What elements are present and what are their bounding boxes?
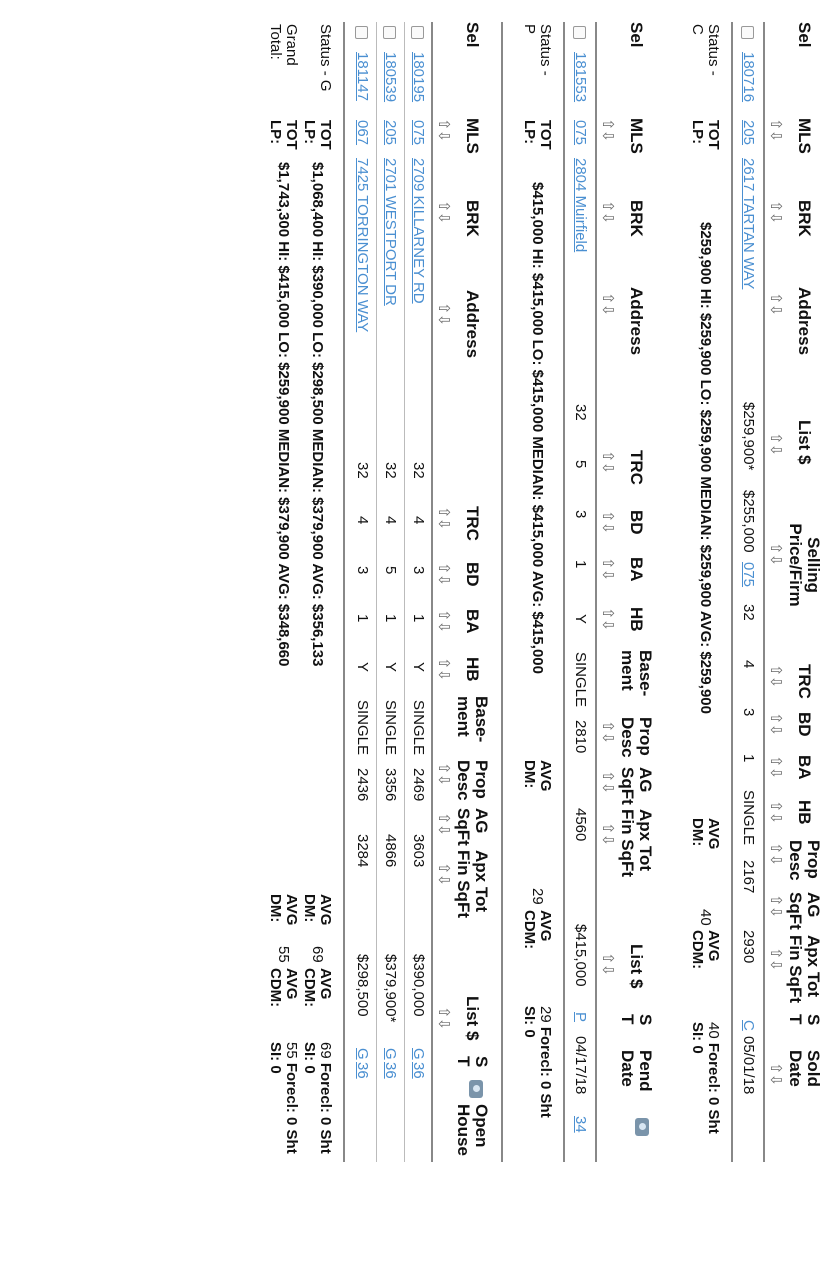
row-divider [731, 22, 733, 1162]
dm-value: 69 [309, 946, 326, 963]
section-divider [501, 22, 503, 1162]
sort-arrows-icon[interactable]: ⇧⇩ [767, 894, 784, 918]
summary-avg-dm [301, 894, 333, 925]
header-t-line2: T [454, 1056, 473, 1067]
sort-arrows-icon[interactable]: ⇧⇩ [599, 118, 616, 142]
header-apx-line2: Fin SqFt [786, 935, 805, 1003]
address-link[interactable]: 2804 Muirfield [572, 158, 589, 253]
grand-avg-cdm-line1: AVG [283, 968, 300, 1000]
header-selling-price[interactable] [786, 510, 822, 620]
bd-value: 5 [572, 460, 589, 469]
header-list-price[interactable]: List $ [463, 996, 482, 1041]
header-base-line2: ment [618, 650, 637, 691]
summary-avg-dm [521, 760, 553, 791]
hb-value: 1 [410, 614, 427, 623]
avg-dm-line1: AVG [705, 818, 722, 850]
mls-link[interactable]: 180195 [410, 52, 427, 103]
status-label-line2: P [521, 24, 538, 35]
status-link[interactable]: G [410, 1048, 427, 1060]
header-address[interactable]: Address [795, 287, 814, 356]
summary-avg-dm [689, 818, 721, 849]
grand-stats: $1,743,300 HI: $415,000 LO: $259,900 MEDIAN: $379,900 AVG: $348,660 [275, 162, 292, 667]
row-divider [404, 22, 405, 1162]
status-label-line2: C [689, 24, 706, 35]
summary-forecl [521, 1006, 553, 1118]
address-link[interactable]: 7425 TORRINGTON WAY [354, 158, 371, 333]
checkbox-icon[interactable] [741, 26, 754, 39]
ag-sqft: 2167 [740, 860, 757, 894]
hb-value: 1 [740, 754, 757, 763]
basement-value: Y [382, 662, 399, 673]
dom-link[interactable]: 34 [572, 1116, 589, 1133]
summary-stats: $415,000 HI: $415,000 LO: $415,000 MEDIAN: $415,000 AVG: $415,000 [529, 182, 546, 674]
tot-label-line2: LP: [301, 120, 318, 145]
header-hb[interactable]: HB [627, 607, 646, 632]
sort-arrows-icon[interactable]: ⇧⇩ [599, 200, 616, 224]
header-trc[interactable]: TRC [463, 506, 482, 541]
sort-arrows-icon[interactable]: ⇧⇩ [435, 609, 452, 633]
header-apx-tot[interactable] [454, 850, 490, 918]
header-mls[interactable]: MLS [463, 118, 482, 154]
sold-date: 05/01/18 [740, 1036, 757, 1095]
header-mls[interactable]: MLS [627, 118, 646, 154]
checkbox-icon[interactable] [573, 26, 586, 39]
list-price: $415,000 [572, 924, 589, 987]
sort-arrows-icon[interactable]: ⇧⇩ [767, 664, 784, 688]
grand-label-line2: Total: [267, 24, 284, 60]
header-sel: Sel [627, 22, 646, 48]
header-ag-line2: SqFt [454, 808, 473, 846]
avg-cdm-line1: AVG [537, 910, 554, 942]
trc-value: 32 [354, 462, 371, 479]
header-prop-line1: Prop [472, 760, 491, 799]
status-link[interactable]: C [740, 1020, 757, 1031]
address-link[interactable]: 2701 WESTPORT DR [382, 158, 399, 306]
header-prop-desc[interactable] [618, 717, 654, 758]
header-st[interactable] [786, 1014, 822, 1025]
avg-dm-line1: AVG [317, 894, 334, 926]
header-ba[interactable]: BA [627, 557, 646, 582]
prop-desc: SINGLE [410, 700, 427, 756]
summary-avg-cdm [689, 930, 721, 969]
sort-arrows-icon[interactable]: ⇧⇩ [435, 506, 452, 530]
status-label [521, 24, 553, 76]
sort-arrows-icon[interactable]: ⇧⇩ [599, 720, 616, 744]
grand-tot-line1: TOT [283, 120, 300, 150]
firm-link[interactable]: 075 [740, 562, 757, 588]
selling-price: $255,000 [740, 490, 757, 553]
header-open-line1: Open [472, 1104, 491, 1148]
header-base-line1: Base- [472, 696, 491, 743]
grand-avg-cdm [267, 968, 299, 1007]
hb-value: 1 [354, 614, 371, 623]
sort-arrows-icon[interactable]: ⇧⇩ [767, 432, 784, 456]
sort-arrows-icon[interactable]: ⇧⇩ [767, 200, 784, 224]
sort-arrows-icon[interactable]: ⇧⇩ [767, 755, 784, 779]
apx-sqft: 4866 [382, 834, 399, 868]
grand-avg-dm [267, 894, 299, 925]
ba-value: 3 [410, 566, 427, 575]
grand-dm-value: 55 [275, 946, 292, 963]
header-s-line1: S [804, 1014, 823, 1026]
list-price: $390,000 [410, 954, 427, 1017]
status-label [689, 24, 721, 76]
header-ag-sqft[interactable] [618, 767, 654, 805]
pend-date: 04/17/18 [572, 1036, 589, 1095]
header-address[interactable]: Address [463, 290, 482, 359]
sort-arrows-icon[interactable]: ⇧⇩ [435, 302, 452, 326]
sort-arrows-icon[interactable]: ⇧⇩ [599, 510, 616, 534]
ba-value: 3 [572, 510, 589, 519]
header-t-line2: T [786, 1014, 805, 1025]
prop-desc: SINGLE [382, 700, 399, 756]
basement-value: Y [410, 662, 427, 673]
header-trc[interactable]: TRC [627, 450, 646, 485]
summary-forecl [689, 1022, 721, 1134]
header-list-price[interactable]: List $ [795, 420, 814, 465]
avg-cdm-line1: AVG [317, 968, 334, 1000]
trc-value: 32 [572, 404, 589, 421]
trc-value: 32 [410, 462, 427, 479]
summary-stats: $1,068,400 HI: $390,000 LO: $298,500 MEDIAN: $379,900 AVG: $356,133 [309, 162, 326, 667]
avg-cdm-line2: CDM: [301, 968, 318, 1008]
brk-link[interactable]: 075 [410, 120, 427, 146]
sort-arrows-icon[interactable]: ⇧⇩ [599, 450, 616, 474]
row-divider [563, 22, 565, 1162]
tot-label-line2: LP: [689, 120, 706, 145]
brk-link[interactable]: 067 [354, 120, 371, 146]
sort-arrows-icon[interactable]: ⇧⇩ [435, 200, 452, 224]
sort-arrows-icon[interactable]: ⇧⇩ [767, 947, 784, 971]
header-brk[interactable]: BRK [463, 200, 482, 237]
sort-arrows-icon[interactable]: ⇧⇩ [767, 1062, 784, 1086]
header-s-line1: S [472, 1056, 491, 1068]
header-prop-desc[interactable] [786, 840, 822, 881]
header-apx-line2: Fin SqFt [454, 850, 473, 918]
header-prop-line2: Desc [786, 840, 805, 881]
tot-label-line2: LP: [521, 120, 538, 145]
apx-sqft: 3284 [354, 834, 371, 868]
grand-avg-dm-line1: AVG [283, 894, 300, 926]
header-open-line2: House [454, 1104, 473, 1156]
basement-value: Y [572, 614, 589, 625]
header-brk[interactable]: BRK [627, 200, 646, 237]
forecl-label: Forecl: 0 Sht [705, 1042, 722, 1134]
dom-link[interactable]: 36 [354, 1062, 371, 1079]
header-sold-date[interactable] [786, 1050, 822, 1087]
forecl-count: 69 [317, 1042, 334, 1059]
header-ag-sqft[interactable] [786, 892, 822, 930]
header-ag-sqft[interactable] [454, 808, 490, 846]
sort-arrows-icon[interactable]: ⇧⇩ [767, 292, 784, 316]
header-divider [595, 22, 597, 1162]
bd-value: 4 [740, 660, 757, 669]
sort-arrows-icon[interactable]: ⇧⇩ [767, 800, 784, 824]
header-sold-line2: Date [786, 1050, 805, 1087]
header-base-line2: ment [454, 696, 473, 737]
status-label: Status - G [317, 24, 334, 92]
header-prop-line1: Prop [804, 840, 823, 879]
brk-link[interactable]: 075 [572, 120, 589, 146]
trc-value: 32 [382, 462, 399, 479]
header-hb[interactable]: HB [795, 800, 814, 825]
grand-forecl [267, 1042, 299, 1154]
grand-tot-lp [267, 120, 299, 150]
address-link[interactable]: 2617 TARTAN WAY [740, 158, 757, 290]
dom-link[interactable]: 36 [410, 1062, 427, 1079]
mls-link[interactable]: 180716 [740, 52, 757, 103]
header-bd[interactable]: BD [627, 510, 646, 535]
grand-forecl-count: 55 [283, 1042, 300, 1059]
header-address[interactable]: Address [627, 287, 646, 356]
header-apx-line1: Apx Tot [472, 850, 491, 913]
summary-stats: $259,900 HI: $259,900 LO: $259,900 MEDIAN: $259,900 AVG: $259,900 [697, 222, 714, 714]
header-apx-tot[interactable] [618, 809, 654, 877]
checkbox-icon[interactable] [383, 26, 396, 39]
status-link[interactable]: G [382, 1048, 399, 1060]
row-divider [376, 22, 377, 1162]
forecl-label: Forecl: 0 Sht [317, 1062, 334, 1154]
header-sel: Sel [463, 22, 482, 48]
header-trc[interactable]: TRC [795, 664, 814, 699]
header-ba[interactable]: BA [463, 609, 482, 634]
header-ag-line2: SqFt [618, 767, 637, 805]
header-base-line1: Base- [636, 650, 655, 697]
header-bd[interactable]: BD [795, 712, 814, 737]
header-bd[interactable]: BD [463, 562, 482, 587]
header-apx-tot[interactable] [786, 935, 822, 1003]
summary-avg-cdm [521, 910, 553, 949]
header-t-line2: T [618, 1014, 637, 1025]
status-label-line1: Status - [705, 24, 722, 76]
dm-value: 29 [529, 888, 546, 905]
tot-label-line1: TOT [317, 120, 334, 150]
header-st[interactable] [454, 1056, 490, 1067]
bd-value: 4 [354, 516, 371, 525]
header-ag-line1: AG [636, 767, 655, 793]
sort-arrows-icon[interactable]: ⇧⇩ [435, 562, 452, 586]
sort-arrows-icon[interactable]: ⇧⇩ [435, 762, 452, 786]
sort-arrows-icon[interactable]: ⇧⇩ [599, 770, 616, 794]
summary-forecl [301, 1042, 333, 1154]
header-pend-date[interactable] [618, 1050, 654, 1092]
status-label-line1: Status - [537, 24, 554, 76]
sort-arrows-icon[interactable]: ⇧⇩ [435, 812, 452, 836]
grand-label-line1: Grand [283, 24, 300, 66]
header-list-price[interactable]: List $ [627, 944, 646, 989]
header-sold-line1: Sold [804, 1050, 823, 1087]
header-pend-line1: Pend [636, 1050, 655, 1092]
summary-tot-lp [689, 120, 721, 150]
header-selling-line1: Selling [804, 537, 823, 593]
dm-value: 40 [697, 909, 714, 926]
ba-value: 3 [354, 566, 371, 575]
header-hb[interactable]: HB [463, 657, 482, 682]
grand-avg-dm-line2: DM: [267, 894, 284, 923]
ag-sqft: 3356 [382, 768, 399, 802]
header-apx-line1: Apx Tot [636, 809, 655, 872]
tot-label-line1: TOT [705, 120, 722, 150]
sort-arrows-icon[interactable]: ⇧⇩ [435, 118, 452, 142]
si-label: SI: 0 [521, 1006, 538, 1038]
avg-dm-line2: DM: [301, 894, 318, 923]
header-st[interactable] [618, 1014, 654, 1025]
header-sel: Sel [795, 22, 814, 48]
forecl-count: 40 [705, 1022, 722, 1039]
grand-total-label [267, 24, 299, 66]
avg-dm-line1: AVG [537, 760, 554, 792]
tot-label-line1: TOT [537, 120, 554, 150]
avg-dm-line2: DM: [689, 818, 706, 847]
mls-link[interactable]: 181553 [572, 52, 589, 103]
sort-arrows-icon[interactable]: ⇧⇩ [599, 607, 616, 631]
ba-value: 5 [382, 566, 399, 575]
header-ba[interactable]: BA [795, 755, 814, 780]
sort-arrows-icon[interactable]: ⇧⇩ [767, 118, 784, 142]
sort-arrows-icon[interactable]: ⇧⇩ [599, 822, 616, 846]
checkbox-icon[interactable] [355, 26, 368, 39]
ba-value: 3 [740, 708, 757, 717]
header-ag-line1: AG [804, 892, 823, 918]
bd-value: 4 [382, 516, 399, 525]
header-mls[interactable]: MLS [795, 118, 814, 154]
avg-cdm-line2: CDM: [689, 930, 706, 970]
summary-avg-cdm [301, 968, 333, 1007]
basement-value: Y [354, 662, 371, 673]
list-price: $259,900* [740, 402, 757, 471]
sort-arrows-icon[interactable]: ⇧⇩ [767, 842, 784, 866]
prop-desc: SINGLE [740, 790, 757, 846]
header-s-line1: S [636, 1014, 655, 1026]
header-prop-line2: Desc [454, 760, 473, 801]
dom-link[interactable]: 36 [382, 1062, 399, 1079]
status-link[interactable]: G [354, 1048, 371, 1060]
header-prop-desc[interactable] [454, 760, 490, 801]
forecl-count: 29 [537, 1006, 554, 1023]
sort-arrows-icon[interactable]: ⇧⇩ [435, 1006, 452, 1030]
address-link[interactable]: 2709 KILLARNEY RD [410, 158, 427, 304]
camera-icon[interactable] [635, 1118, 649, 1136]
list-price: $298,500 [354, 954, 371, 1017]
camera-icon[interactable] [469, 1080, 483, 1098]
si-label: SI: 0 [689, 1022, 706, 1054]
grand-avg-cdm-line2: CDM: [267, 968, 284, 1008]
header-brk[interactable]: BRK [795, 200, 814, 237]
hb-value: 1 [572, 560, 589, 569]
header-basement[interactable] [454, 696, 490, 742]
apx-sqft: 3603 [410, 834, 427, 868]
header-prop-line1: Prop [636, 717, 655, 756]
header-apx-line1: Apx Tot [804, 935, 823, 998]
summary-tot-lp [301, 120, 333, 150]
header-divider [431, 22, 433, 1162]
grand-tot-line2: LP: [267, 120, 284, 145]
avg-dm-line2: DM: [521, 760, 538, 789]
header-pend-line2: Date [618, 1050, 637, 1087]
sort-arrows-icon[interactable]: ⇧⇩ [767, 542, 784, 566]
header-basement[interactable] [618, 650, 654, 696]
checkbox-icon[interactable] [411, 26, 424, 39]
avg-cdm-line1: AVG [705, 930, 722, 962]
sort-arrows-icon[interactable]: ⇧⇩ [435, 862, 452, 886]
forecl-label: Forecl: 0 Sht [537, 1026, 554, 1118]
prop-desc: SINGLE [354, 700, 371, 756]
ag-sqft: 2436 [354, 768, 371, 802]
list-price: $379,900* [382, 954, 399, 1023]
summary-tot-lp [521, 120, 553, 150]
trc-value: 32 [740, 604, 757, 621]
header-apx-line2: Fin SqFt [618, 809, 637, 877]
status-link[interactable]: P [572, 1012, 589, 1023]
apx-sqft: 4560 [572, 808, 589, 842]
header-ag-line1: AG [472, 808, 491, 834]
header-prop-line2: Desc [618, 717, 637, 758]
brk-link[interactable]: 205 [740, 120, 757, 146]
hb-value: 1 [382, 614, 399, 623]
sort-arrows-icon[interactable]: ⇧⇩ [435, 657, 452, 681]
grand-forecl-label: Forecl: 0 Sht [283, 1062, 300, 1154]
si-label: SI: 0 [301, 1042, 318, 1074]
row-divider [343, 22, 345, 1162]
ag-sqft: 2469 [410, 768, 427, 802]
ag-sqft: 2810 [572, 720, 589, 754]
sort-arrows-icon[interactable]: ⇧⇩ [599, 292, 616, 316]
mls-link[interactable]: 180539 [382, 52, 399, 103]
mls-link[interactable]: 181147 [354, 52, 371, 101]
bd-value: 4 [410, 516, 427, 525]
sort-arrows-icon[interactable]: ⇧⇩ [599, 952, 616, 976]
header-divider [763, 22, 765, 1162]
header-selling-line2: Price/Firm [786, 523, 805, 607]
apx-sqft: 2930 [740, 930, 757, 964]
grand-si-label: SI: 0 [267, 1042, 284, 1074]
sort-arrows-icon[interactable]: ⇧⇩ [599, 557, 616, 581]
prop-desc: SINGLE [572, 652, 589, 708]
header-ag-line2: SqFt [786, 892, 805, 930]
avg-cdm-line2: CDM: [521, 910, 538, 950]
header-open-house[interactable] [454, 1104, 490, 1156]
brk-link[interactable]: 205 [382, 120, 399, 146]
sort-arrows-icon[interactable]: ⇧⇩ [767, 712, 784, 736]
